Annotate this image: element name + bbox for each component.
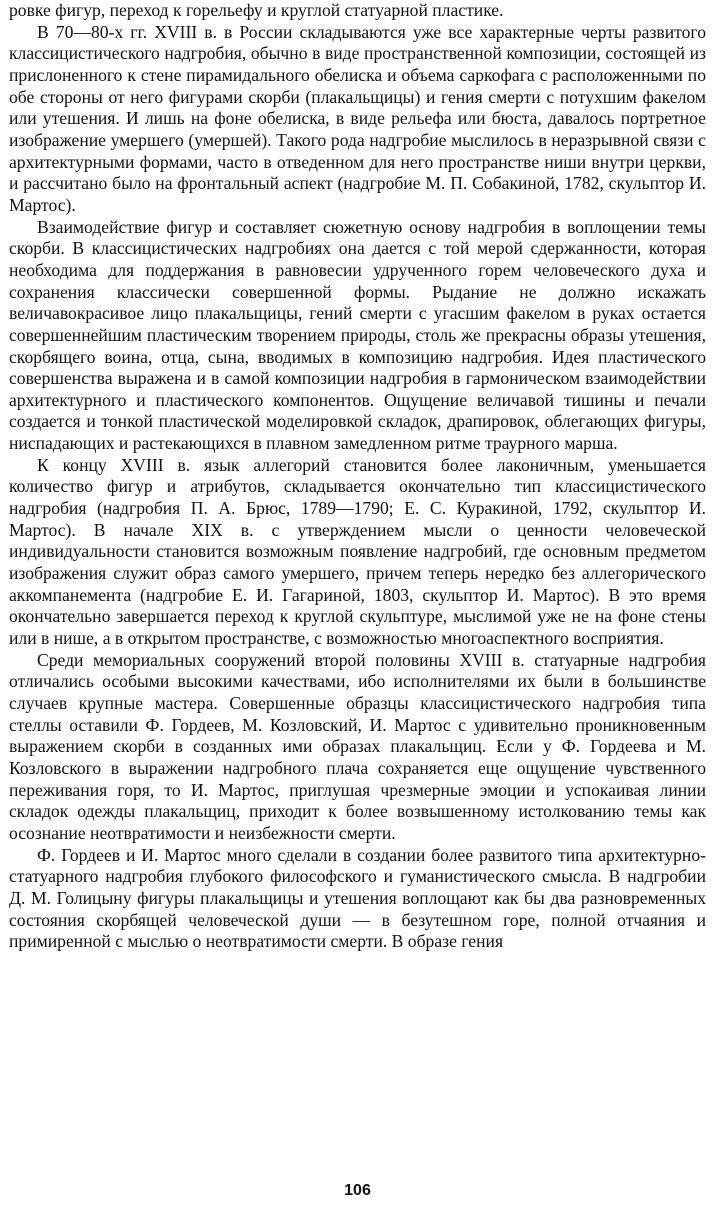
paragraph-memorial-structures: Среди мемориальных сооружений второй половины XVIII в. статуарные надгробия отличались особыми высокими качествами, ибо исполнителями их были в большинстве случаев крупные мастера. Совершенные образцы классицистического надгробия типа стеллы оставили Ф. Гордеев, М. Козловский, И. Мартос с удивительно проникновенным выражением скорби в созданных ими образах плакальщиц. Если у Ф. Гордеева и М. Козловского в выражении надгробного плача сохраняется еще ощущение чувственного переживания горя, то И. Мартос, приглушая чрезмерные эмоции и успокаивая линии складок одежды плакальщиц, приходит к более возвышенному истолкованию темы как осознание неотвратимости и неизбежности смерти.	[9, 649, 706, 843]
paragraph-gordeev-martos: Ф. Гордеев и И. Мартос много сделали в создании более развитого типа архитектурно-статуарного надгробия глубокого философского и гуманистического смысла. В надгробии Д. М. Голицыну фигуры плакальщицы и утешения воплощают как бы два разновременных состояния скорбящей человеческой души — в безутешном горе, полной отчаяния и примиренной с мыслью о неотвратимости смерти. В образе гения	[9, 844, 706, 952]
paragraph-classicist-tombstone: В 70—80-х гг. XVIII в. в России складываются уже все характерные черты развитого классицистического надгробия, обычно в виде пространственной композиции, состоящей из прислоненного к стене пирамидального обелиска и объема саркофага с расположенными по обе стороны от него фигурами скорби (плакальщицы) и гения смерти с потухшим факелом или утешения. И лишь на фоне обелиска, в виде рельефа или бюста, давалось портретное изображение умершего (умершей). Такого рода надгробие мыслилось в неразрывной связи с архитектурными формами, часто в отведенном для него пространстве ниши внутри церкви, и рассчитано было на фронтальный аспект (надгробие М. П. Собакиной, 1782, скульптор И. Мартос).	[9, 21, 706, 215]
page-number: 106	[344, 1182, 371, 1199]
paragraph-continuation: ровке фигур, переход к горельефу и круглой статуарной пластике.	[9, 0, 504, 20]
paragraph-figures-interaction: Взаимодействие фигур и составляет сюжетную основу надгробия в воплощении темы скорби. В классицистических надгробиях она дается с той мерой сдержанности, которая необходима для поддержания в равновесии удрученного горем человеческого духа и сохранения классически совершенной формы. Рыдание не должно искажать величавокрасивое лицо плакальщицы, гений смерти с угасшим факелом в руках остается совершеннейшим пластическим творением природы, столь же прекрасны образы утешения, скорбящего воина, отца, сына, вводимых в композицию надгробия. Идея пластического совершенства выражена и в самой композиции надгробия в гармоническом взаимодействии архитектурного и пластического компонентов. Ощущение величавой тишины и печали создается и тонкой пластической моделировкой складок, драпировок, облегающих фигуры, ниспадающих и растекающихся в плавном замедленном ритме траурного марша.	[9, 216, 706, 454]
paragraph-end-of-century: К концу XVIII в. язык аллегорий становится более лаконичным, уменьшается количество фигур и атрибутов, складывается окончательно тип классицистического надгробия (надгробия П. А. Брюс, 1789—1790; Е. С. Куракиной, 1792, скульптор И. Мартос). В начале XIX в. с утверждением мысли о ценности человеческой индивидуальности становится возможным появление надгробий, где основным предметом изображения служит образ самого умершего, причем теперь нередко без аллегорического аккомпанемента (надгробие Е. И. Гагариной, 1803, скульптор И. Мартос). В это время окончательно завершается переход к круглой скульптуре, мыслимой уже не на фоне стены или в нише, а в открытом пространстве, с возможностью многоаспектного восприятия.	[9, 454, 706, 649]
page-body	[9, 0, 706, 953]
